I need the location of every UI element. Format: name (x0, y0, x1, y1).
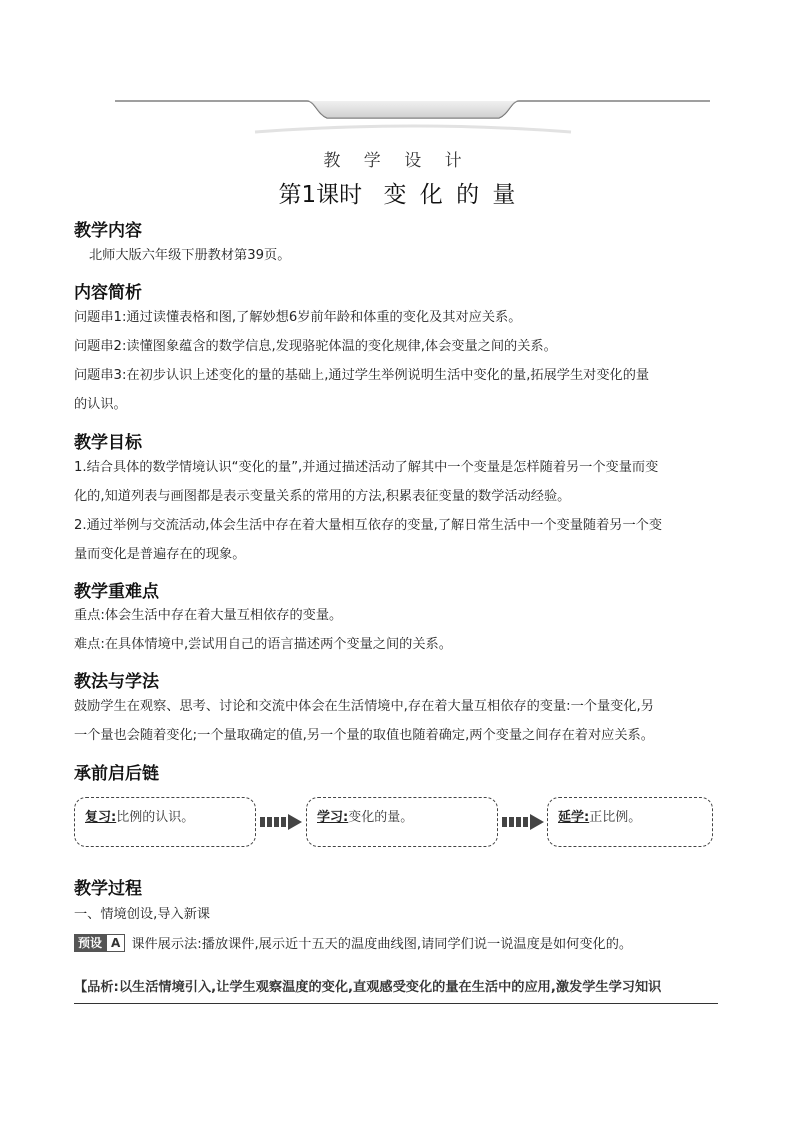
goal-line: 化的,知道列表与画图都是表示变量关系的常用的方法,积累表征变量的数学活动经验。 (74, 489, 571, 504)
goal-line: 量而变化是普遍存在的现象。 (74, 547, 246, 562)
chain-arrow-icon (260, 814, 302, 830)
preset-line (74, 930, 726, 959)
chain-review-box (74, 797, 256, 847)
analysis-line: 问题串3:在初步认识上述变化的量的基础上,通过学生举例说明生活中变化的量,拓展学生对变化的量 (74, 368, 650, 383)
doc-subtitle: 教 学 设 计 (323, 151, 471, 171)
key-point-line: 难点:在具体情境中,尝试用自己的语言描述两个变量之间的关系。 (74, 637, 452, 652)
chain-extend-label: 延学: (558, 810, 590, 825)
preset-text: 课件展示法:播放课件,展示近十五天的温度曲线图,请同学们说一说温度是如何变化的。 (131, 937, 633, 952)
section-heading-key-points: 教学重难点 (74, 582, 159, 602)
methods-line: 鼓励学生在观察、思考、讨论和交流中体会在生活情境中,存在着大量互相依存的变量:一个量变化,另 (74, 699, 654, 714)
chain-review-text: 比例的认识。 (116, 810, 195, 825)
section-heading-analysis: 内容简析 (74, 283, 142, 303)
chain-review-label: 复习: (85, 810, 117, 825)
lesson-number: 第1课时 (278, 182, 363, 208)
header-decoration (115, 92, 710, 134)
chain-learn-label: 学习: (317, 810, 349, 825)
key-point-line: 重点:体会生活中存在着大量互相依存的变量。 (74, 608, 343, 623)
section-heading-process: 教学过程 (74, 879, 142, 899)
chain-extend-box (547, 797, 713, 847)
analysis-line: 问题串2:读懂图象蕴含的数学信息,发现骆驼体温的变化规律,体会变量之间的关系。 (74, 339, 557, 354)
goal-line: 2.通过举例与交流活动,体会生活中存在着大量相互依存的变量,了解日常生活中一个变量随着另一个变 (74, 518, 663, 533)
section-heading-content: 教学内容 (74, 221, 142, 241)
goal-line: 1.结合具体的数学情境认识“变化的量”,并通过描述活动了解其中一个变量是怎样随着另一个变量而变 (74, 460, 659, 475)
preset-badge: 预设 (74, 934, 106, 952)
lesson-title (0, 176, 794, 209)
analysis-line: 问题串1:通过读懂表格和图,了解妙想6岁前年龄和体重的变化及其对应关系。 (74, 310, 522, 325)
chain-extend-text: 正比例。 (589, 810, 642, 825)
analysis-line: 的认识。 (74, 397, 127, 412)
content-text: 北师大版六年级下册教材第39页。 (89, 248, 291, 263)
section-heading-chain: 承前启后链 (74, 764, 159, 784)
chain-arrow-icon (502, 814, 544, 830)
chain-learn-text: 变化的量。 (348, 810, 414, 825)
section-heading-methods: 教法与学法 (74, 672, 159, 692)
lesson-name: 变 化 的 量 (383, 182, 516, 208)
analysis-note: 【品析:以生活情境引入,让学生观察温度的变化,直观感受变化的量在生活中的应用,激发学生学习知识 (74, 980, 662, 995)
section-heading-goals: 教学目标 (74, 433, 142, 453)
process-step-title: 一、情境创设,导入新课 (74, 907, 211, 922)
bottom-rule (74, 1003, 718, 1004)
methods-line: 一个量也会随着变化;一个量取确定的值,另一个量的取值也随着确定,两个变量之间存在着对应关系。 (74, 728, 654, 743)
preset-letter-badge: A (106, 934, 125, 952)
chain-learn-box (306, 797, 498, 847)
